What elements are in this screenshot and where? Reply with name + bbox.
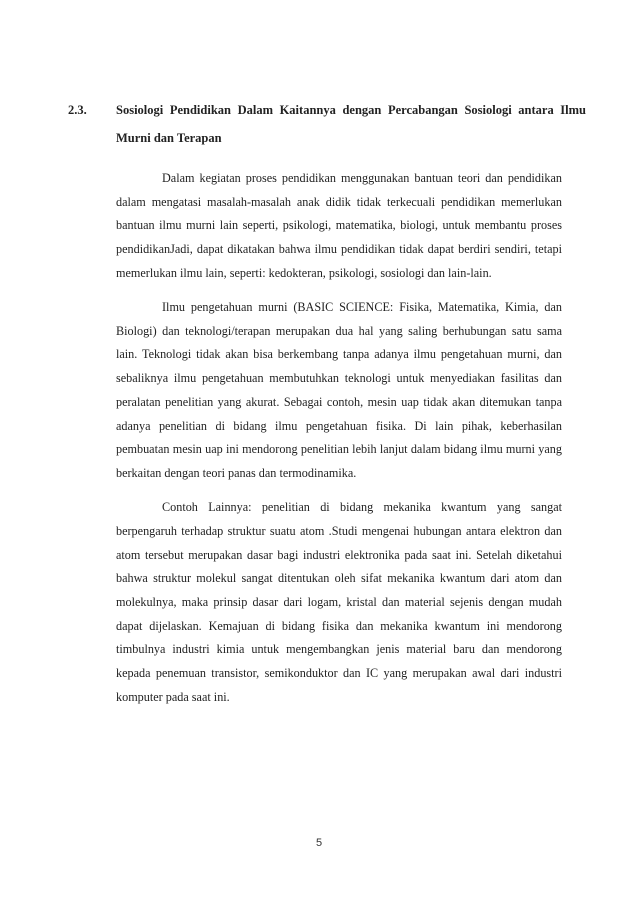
paragraph-2: Ilmu pengetahuan murni (BASIC SCIENCE: Fisika, Matematika, Kimia, dan Biologi) dan teknologi/terapan merupakan dua hal yang saling berhubungan satu sama lain. Teknologi tidak akan bisa berkembang tanpa adanya ilmu pengetahuan murni, dan sebaliknya ilmu pengetahuan membutuhkan teknologi untuk menyediakan fasilitas dan peralatan penelitian yang akurat. Sebagai contoh, mesin uap tidak akan ditemukan tanpa adanya penelitian di bidang ilmu pengetahuan fisika. Di lain pihak, keberhasilan pembuatan mesin uap ini mendorong penelitian lebih lanjut dalam bidang ilmu murni yang berkaitan dengan teori panas dan termodinamika. xyxy=(116,300,562,480)
section-title: Sosiologi Pendidikan Dalam Kaitannya dengan Percabangan Sosiologi antara Ilmu Murni dan Terapan xyxy=(116,103,586,145)
page-number: 5 xyxy=(315,837,323,849)
paragraph-3: Contoh Lainnya: penelitian di bidang mekanika kwantum yang sangat berpengaruh terhadap struktur suatu atom .Studi mengenai hubungan antara elektron dan atom tersebut merupakan dasar bagi industri elektronika pada saat ini. Setelah diketahui bahwa struktur molekul sangat ditentukan oleh sifat mekanika kwantum dari atom dan molekulnya, maka prinsip dasar dari logam, kristal dan material sejenis dengan mudah dapat dijelaskan. Kemajuan di bidang fisika dan mekanika kwantum ini mendorong timbulnya industri kimia untuk mengembangkan jenis material baru dan mendorong kepada penemuan transistor, semikonduktor dan IC yang merupakan awal dari industri komputer pada saat ini. xyxy=(116,500,562,704)
paragraph-1: Dalam kegiatan proses pendidikan menggunakan bantuan teori dan pendidikan dalam mengatasi masalah-masalah anak didik tidak terkecuali pendidikan memerlukan bantuan ilmu murni lain seperti, psikologi, matematika, biologi, untuk membantu proses pendidikanJadi, dapat dikatakan bahwa ilmu pendidikan tidak dapat berdiri sendiri, tetapi memerlukan ilmu lain, seperti: kedokteran, psikologi, sosiologi dan lain-lain. xyxy=(116,171,562,280)
document-body xyxy=(116,167,562,720)
section-number: 2.3. xyxy=(68,103,87,117)
section-heading xyxy=(68,96,586,152)
